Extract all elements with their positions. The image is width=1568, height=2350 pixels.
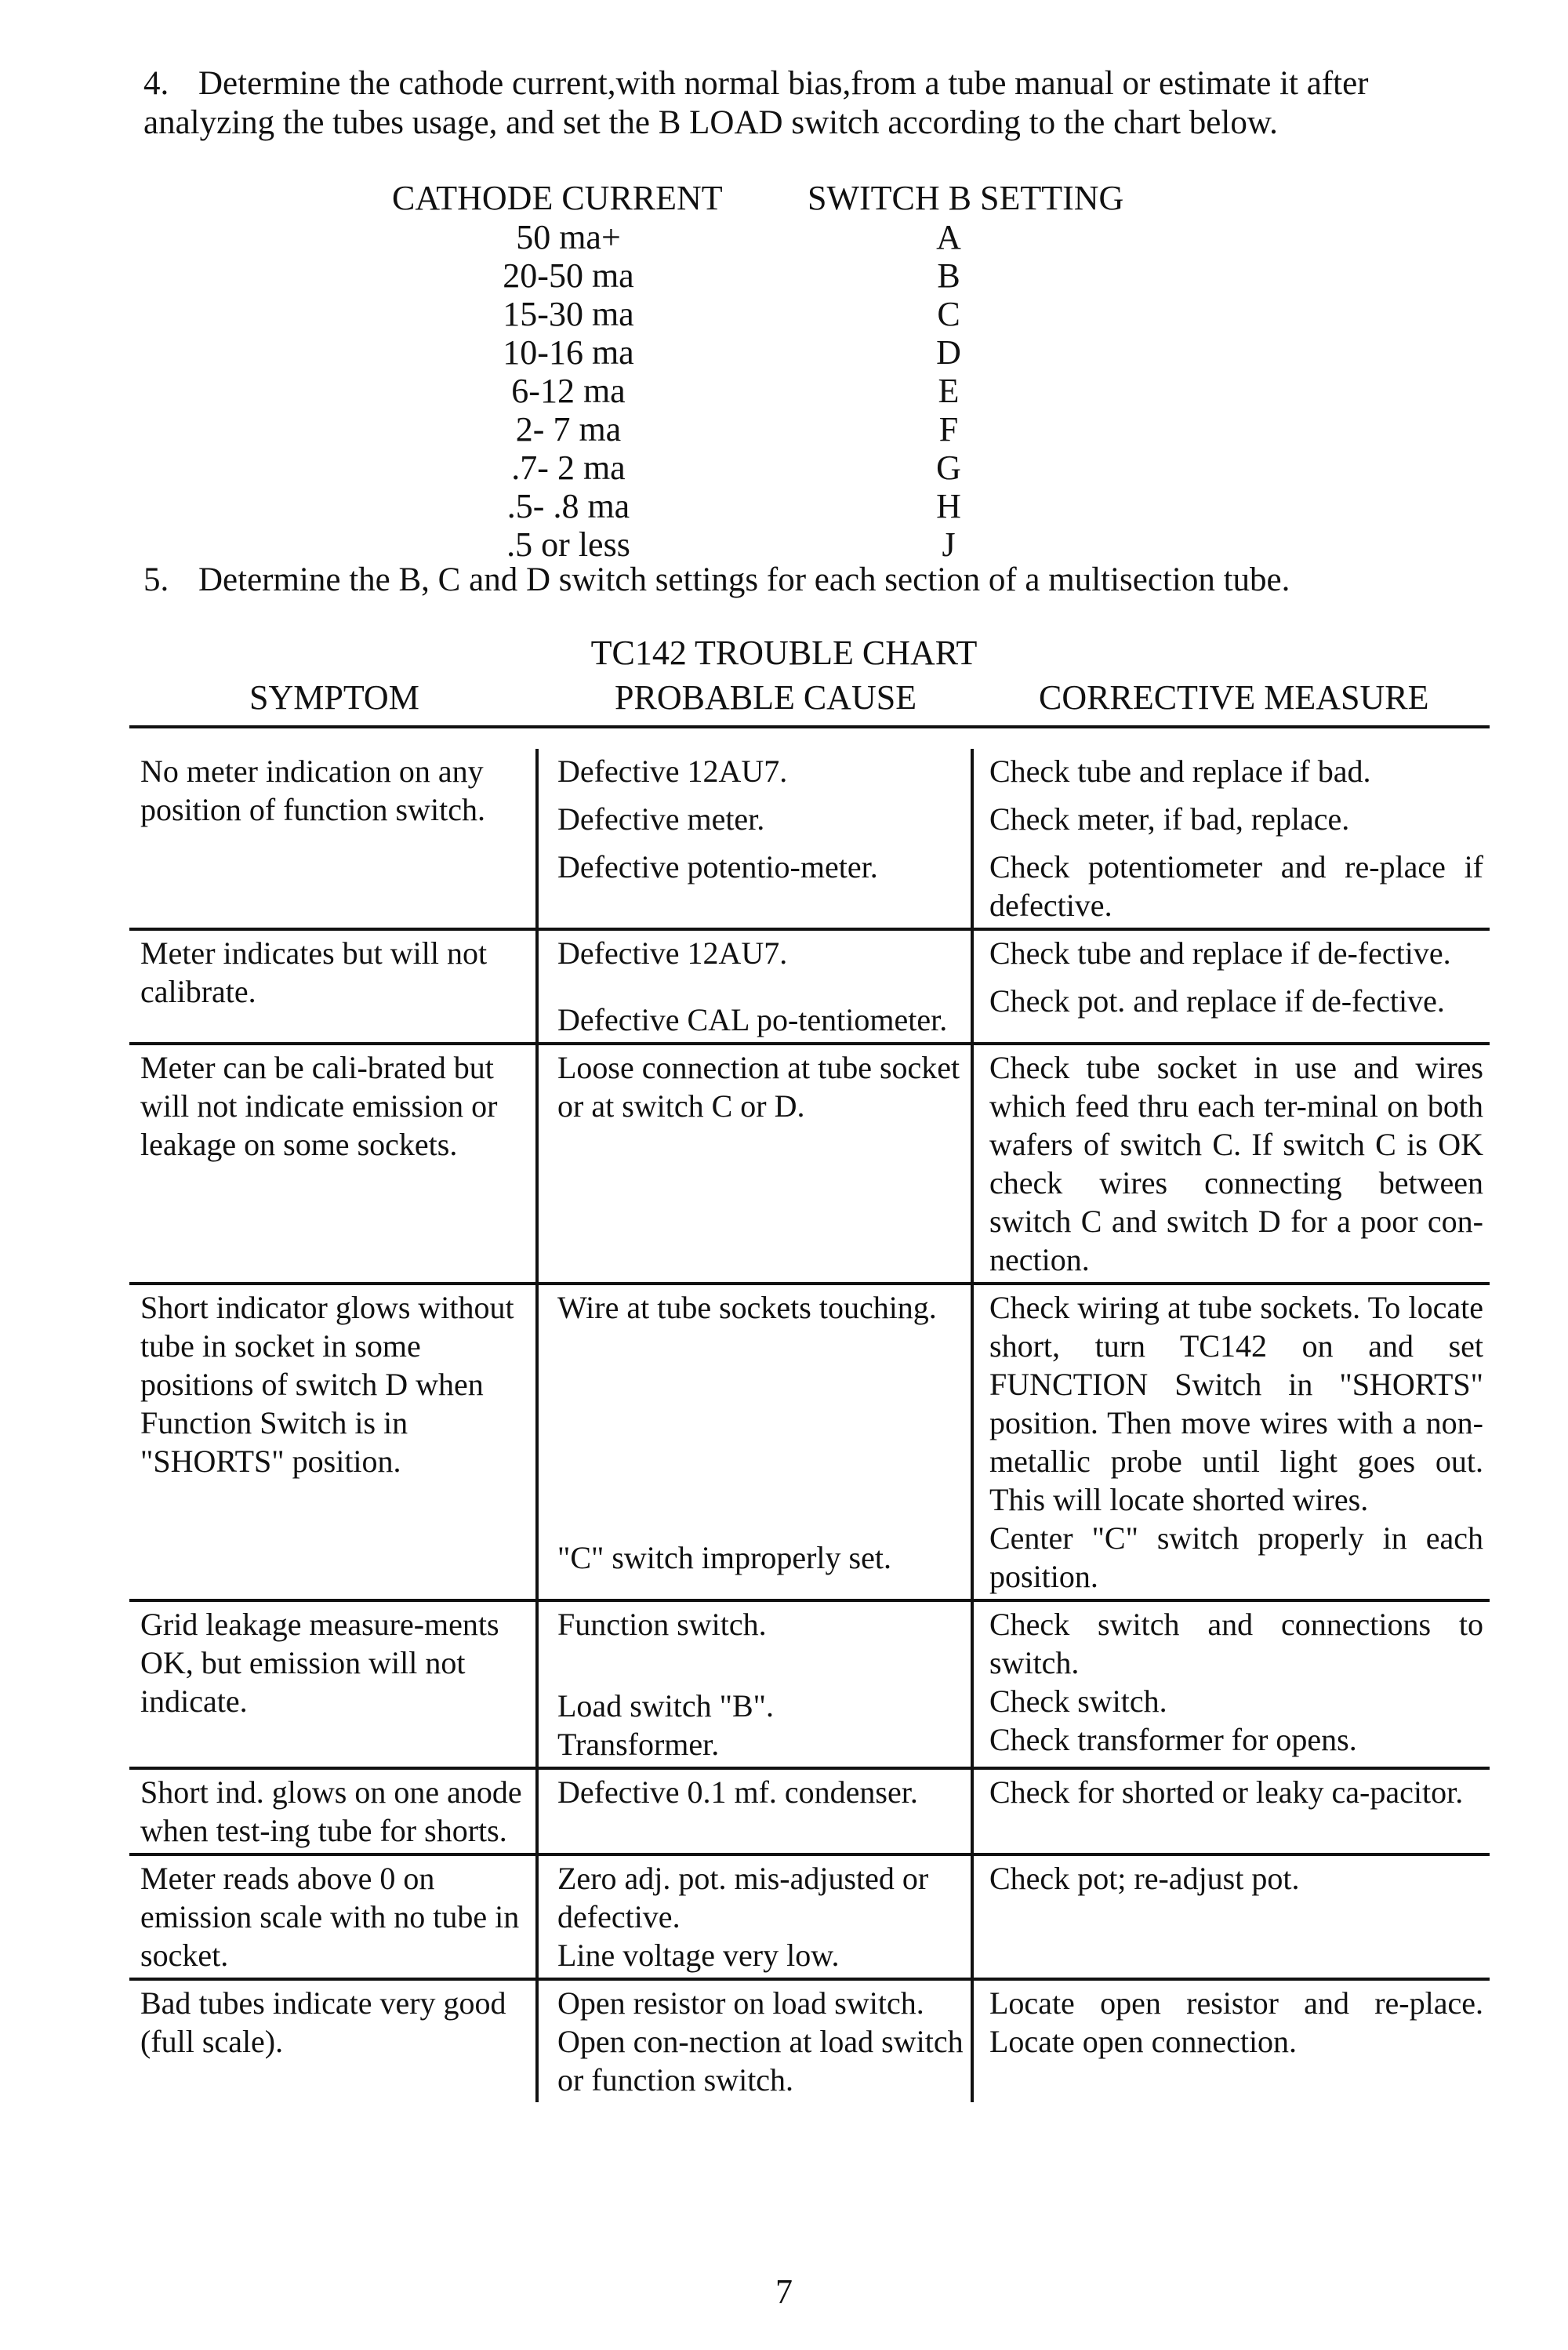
symptom-column-header: SYMPTOM <box>249 678 419 717</box>
cause-text: Defective 12AU7. <box>557 935 788 971</box>
table-row <box>368 449 1231 487</box>
corrective-measure-column-header: CORRECTIVE MEASURE <box>1039 678 1429 717</box>
symptom-text: Bad tubes indicate very good (full scale). <box>140 1985 506 2059</box>
table-row <box>368 333 1231 372</box>
step-4-number: 4. <box>143 65 169 102</box>
measure-text: Check for shorted or leaky ca-pacitor. <box>989 1774 1464 1810</box>
measure-text: Center "C" switch properly in each position. <box>989 1520 1483 1594</box>
measure-text: Locate open resistor and re-place. Locate open connection. <box>989 1985 1483 2059</box>
cause-cell <box>537 1979 972 2102</box>
switch-b-setting-value: A <box>936 218 961 256</box>
cause-cell <box>537 929 972 1044</box>
step-4-text: Determine the cathode current,with normal bias,from a tube manual or estimate it after analyzing the tubes usage, and set the B LOAD switch according to the chart below. <box>143 65 1369 141</box>
table-row <box>368 218 1231 256</box>
measure-cell <box>972 929 1490 1044</box>
switch-b-setting-value: B <box>937 256 960 295</box>
cause-text: Function switch. <box>557 1607 767 1642</box>
cause-text: Transformer. <box>557 1727 720 1762</box>
symptom-cell <box>129 1284 537 1600</box>
cathode-current-value: 15-30 ma <box>503 295 634 333</box>
cause-cell <box>537 1854 972 1979</box>
trouble-chart-title: TC142 TROUBLE CHART <box>590 634 978 672</box>
cause-text: Defective meter. <box>557 801 765 837</box>
cathode-current-header: CATHODE CURRENT <box>392 179 723 217</box>
switch-b-setting-value: D <box>936 333 961 372</box>
measure-text: Check switch. <box>989 1684 1167 1719</box>
symptom-cell <box>129 1768 537 1854</box>
trouble-chart-table <box>129 749 1490 2102</box>
switch-b-setting-value: G <box>936 449 961 487</box>
table-row <box>368 295 1231 333</box>
cause-text: Loose connection at tube socket or at switch C or D. <box>557 1050 960 1124</box>
table-row <box>368 487 1231 525</box>
symptom-cell <box>129 1979 537 2102</box>
cause-cell <box>537 1600 972 1768</box>
cause-cell <box>537 749 972 929</box>
page-number: 7 <box>775 2272 793 2311</box>
cause-text: Defective 0.1 mf. condenser. <box>557 1774 918 1810</box>
measure-cell <box>972 749 1490 929</box>
symptom-text: Meter indicates but will not calibrate. <box>140 935 488 1009</box>
cause-text: Load switch "B". <box>557 1688 774 1723</box>
measure-text: Check wiring at tube sockets. To locate short, turn TC142 on and set FUNCTION Switch in "SHORTS" position. Then move wires with a non-metallic probe until light goes out. This will locate shorted wires. <box>989 1290 1483 1517</box>
measure-text: Check tube and replace if de-fective. <box>989 935 1451 971</box>
step-5-number: 5. <box>143 561 169 598</box>
table-row <box>129 1044 1490 1284</box>
measure-text: Check switch and connections to switch. <box>989 1607 1483 1680</box>
cathode-current-value: 50 ma+ <box>516 218 621 256</box>
table-row <box>129 749 1490 929</box>
switch-b-table-rows <box>368 218 1231 564</box>
table-row <box>368 372 1231 410</box>
cause-text: Defective CAL po-tentiometer. <box>557 1002 948 1037</box>
cause-text: Zero adj. pot. mis-adjusted or defective. <box>557 1861 929 1934</box>
symptom-cell <box>129 929 537 1044</box>
table-row <box>129 1854 1490 1979</box>
table-row <box>129 929 1490 1044</box>
cathode-current-value: .7- 2 ma <box>511 449 626 487</box>
switch-b-setting-value: H <box>936 487 961 525</box>
symptom-text: Short ind. glows on one anode when test-ing tube for shorts. <box>140 1774 522 1848</box>
cause-text: Defective 12AU7. <box>557 754 788 789</box>
symptom-text: Meter reads above 0 on emission scale with no tube in socket. <box>140 1861 520 1973</box>
measure-text: Check tube socket in use and wires which feed thru each ter-minal on both wafers of switch C. If switch C is OK check wires connecting between switch C and switch D for a poor con-nection. <box>989 1050 1483 1277</box>
cause-text: Wire at tube sockets touching. <box>557 1290 937 1325</box>
table-row <box>368 410 1231 449</box>
measure-text: Check tube and replace if bad. <box>989 754 1371 789</box>
step-4-paragraph <box>143 64 1488 143</box>
measure-cell <box>972 1044 1490 1284</box>
cause-text: Defective potentio-meter. <box>557 849 878 884</box>
switch-b-setting-value: F <box>938 410 959 449</box>
switch-b-setting-value: C <box>937 295 960 333</box>
measure-cell <box>972 1600 1490 1768</box>
step-5-paragraph <box>143 561 1488 600</box>
switch-b-setting-value: E <box>938 372 960 410</box>
symptom-text: Meter can be cali-brated but will not indicate emission or leakage on some sockets. <box>140 1050 498 1162</box>
cause-cell <box>537 1044 972 1284</box>
table-row <box>368 525 1231 564</box>
cause-cell <box>537 1768 972 1854</box>
symptom-text: No meter indication on any position of function switch. <box>140 754 485 827</box>
cathode-current-value: 10-16 ma <box>503 333 634 372</box>
symptom-cell <box>129 1854 537 1979</box>
measure-cell <box>972 1768 1490 1854</box>
probable-cause-column-header: PROBABLE CAUSE <box>615 678 917 717</box>
cathode-current-value: .5 or less <box>506 525 630 564</box>
measure-text: Check pot; re-adjust pot. <box>989 1861 1300 1896</box>
measure-text: Check transformer for opens. <box>989 1722 1357 1757</box>
table-row <box>129 1979 1490 2102</box>
symptom-cell <box>129 1044 537 1284</box>
header-rule <box>129 725 1490 728</box>
table-row <box>368 256 1231 295</box>
cause-text: Line voltage very low. <box>557 1938 840 1973</box>
measure-text: Check potentiometer and re-place if defective. <box>989 849 1483 923</box>
measure-text: Check meter, if bad, replace. <box>989 801 1350 837</box>
cause-text: Open resistor on load switch. Open con-nection at load switch or function switch. <box>557 1985 964 2098</box>
switch-b-setting-header: SWITCH B SETTING <box>808 179 1124 217</box>
measure-cell <box>972 1979 1490 2102</box>
symptom-text: Grid leakage measure-ments OK, but emission will not indicate. <box>140 1607 499 1719</box>
table-row <box>129 1600 1490 1768</box>
measure-text: Check pot. and replace if de-fective. <box>989 983 1445 1019</box>
switch-b-table-header <box>368 179 1231 218</box>
symptom-cell <box>129 1600 537 1768</box>
cathode-current-value: 20-50 ma <box>503 256 634 295</box>
cathode-current-value: 6-12 ma <box>511 372 626 410</box>
table-row <box>129 1768 1490 1854</box>
measure-cell <box>972 1284 1490 1600</box>
step-5-text: Determine the B, C and D switch settings for each section of a multisection tube. <box>198 561 1290 598</box>
symptom-text: Short indicator glows without tube in socket in some positions of switch D when Function Switch is in "SHORTS" position. <box>140 1290 514 1479</box>
switch-b-setting-value: J <box>942 525 956 564</box>
cause-text: "C" switch improperly set. <box>557 1540 891 1575</box>
cause-cell <box>537 1284 972 1600</box>
cathode-current-value: 2- 7 ma <box>515 410 622 449</box>
table-row <box>129 1284 1490 1600</box>
symptom-cell <box>129 749 537 929</box>
measure-cell <box>972 1854 1490 1979</box>
cathode-current-value: .5- .8 ma <box>506 487 630 525</box>
